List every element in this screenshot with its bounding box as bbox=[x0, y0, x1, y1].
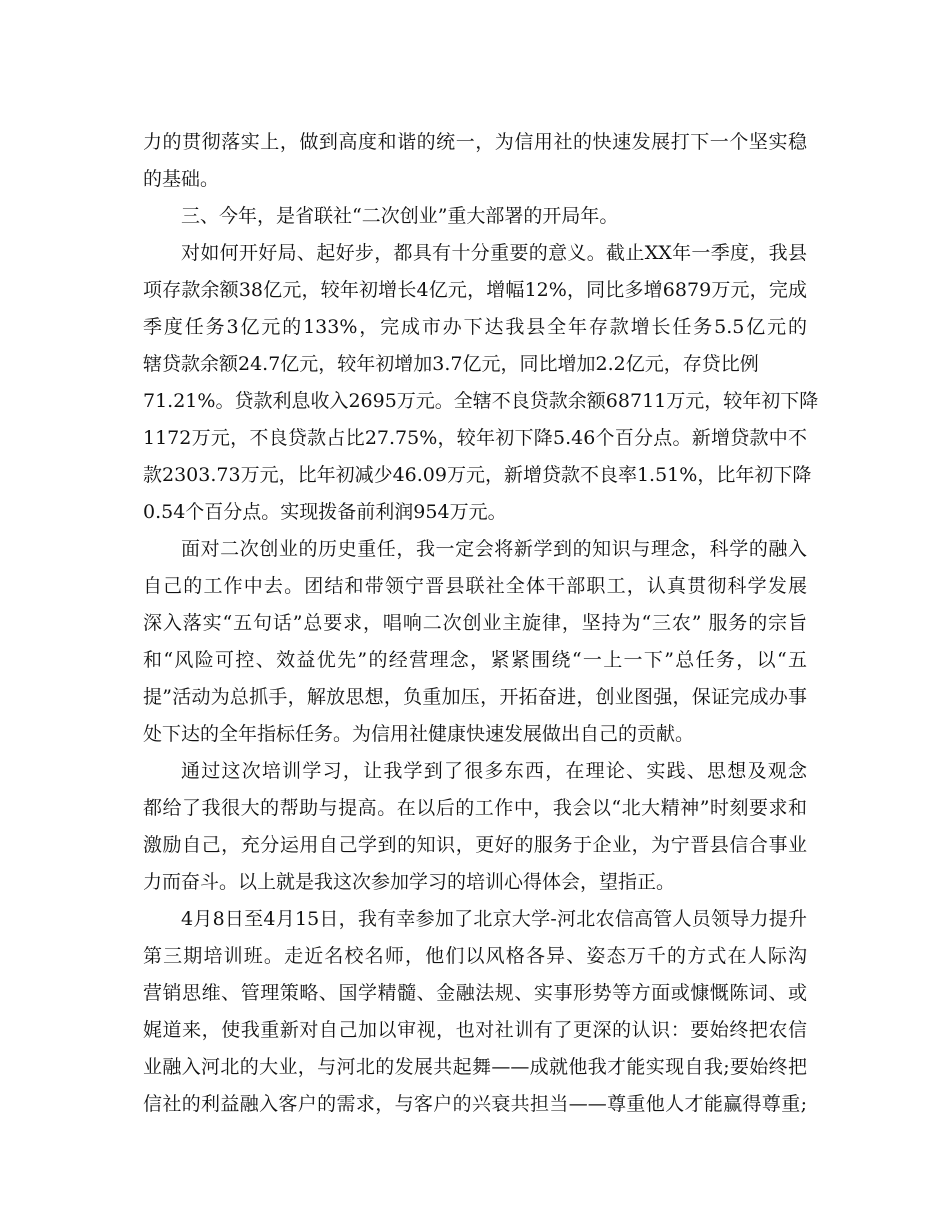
text-line: 1172万元，不良贷款占比27.75%，较年初下降5.46个百分点。新增贷款中不 bbox=[143, 427, 807, 449]
text-line: 71.21%。贷款利息收入2695万元。全辖不良贷款余额68711万元，较年初下降 bbox=[143, 390, 819, 412]
text-line: 的基础。 bbox=[143, 168, 220, 190]
text-line: 激励自己，充分运用自己学到的知识，更好的服务于企业，为宁晋县信合事业 bbox=[143, 834, 807, 856]
text-line: 和“风险可控、效益优先”的经营理念，紧紧围绕“一上一下”总任务，以“五 bbox=[143, 649, 807, 671]
text-line: 项存款余额38亿元，较年初增长4亿元，增幅12%，同比多增6879万元，完成 bbox=[143, 279, 807, 301]
text-line: 都给了我很大的帮助与提高。在以后的工作中，我会以“北大精神”时刻要求和 bbox=[143, 797, 807, 819]
text-line: 第三期培训班。走近名校名师，他们以风格各异、姿态万千的方式在人际沟 bbox=[143, 945, 807, 967]
text-line: 辖贷款余额24.7亿元，较年初增加3.7亿元，同比增加2.2亿元，存贷比例 bbox=[143, 353, 759, 375]
text-line: 0.54个百分点。实现拨备前利润954万元。 bbox=[143, 501, 507, 523]
text-line: 4月8日至4月15日，我有幸参加了北京大学-河北农信高管人员领导力提升 bbox=[181, 908, 807, 930]
text-line: 营销思维、管理策略、国学精髓、金融法规、实事形势等方面或慷慨陈词、或 bbox=[143, 982, 807, 1004]
text-line: 力的贯彻落实上，做到高度和谐的统一，为信用社的快速发展打下一个坚实稳 bbox=[143, 131, 807, 153]
section-heading: 三、今年，是省联社“二次创业”重大部署的开局年。 bbox=[181, 205, 619, 227]
text-line: 款2303.73万元，比年初减少46.09万元，新增贷款不良率1.51%，比年初下降 bbox=[143, 464, 812, 486]
text-line: 通过这次培训学习，让我学到了很多东西，在理论、实践、思想及观念 bbox=[181, 760, 807, 782]
text-line: 业融入河北的大业，与河北的发展共起舞——成就他我才能实现自我;要始终把 bbox=[143, 1056, 807, 1078]
text-line: 力而奋斗。以上就是我这次参加学习的培训心得体会，望指正。 bbox=[143, 871, 676, 893]
text-line: 季度任务3亿元的133%，完成市办下达我县全年存款增长任务5.5亿元的 bbox=[143, 316, 807, 338]
text-line: 信社的利益融入客户的需求，与客户的兴衰共担当——尊重他人才能赢得尊重; bbox=[143, 1093, 807, 1115]
text-line: 提”活动为总抓手，解放思想，负重加压，开拓奋进，创业图强，保证完成办事 bbox=[143, 686, 807, 708]
text-line: 处下达的全年指标任务。为信用社健康快速发展做出自己的贡献。 bbox=[143, 723, 695, 745]
text-line: 娓道来，使我重新对自己加以审视，也对社训有了更深的认识：要始终把农信 bbox=[143, 1019, 807, 1041]
text-line: 对如何开好局、起好步，都具有十分重要的意义。截止XX年一季度，我县 bbox=[181, 242, 807, 264]
text-line: 深入落实“五句话”总要求，唱响二次创业主旋律，坚持为“三农” 服务的宗旨 bbox=[143, 612, 807, 634]
document-page bbox=[143, 124, 819, 1123]
text-line: 自己的工作中去。团结和带领宁晋县联社全体干部职工，认真贯彻科学发展 bbox=[143, 575, 807, 597]
text-line: 面对二次创业的历史重任，我一定会将新学到的知识与理念，科学的融入 bbox=[181, 538, 807, 560]
